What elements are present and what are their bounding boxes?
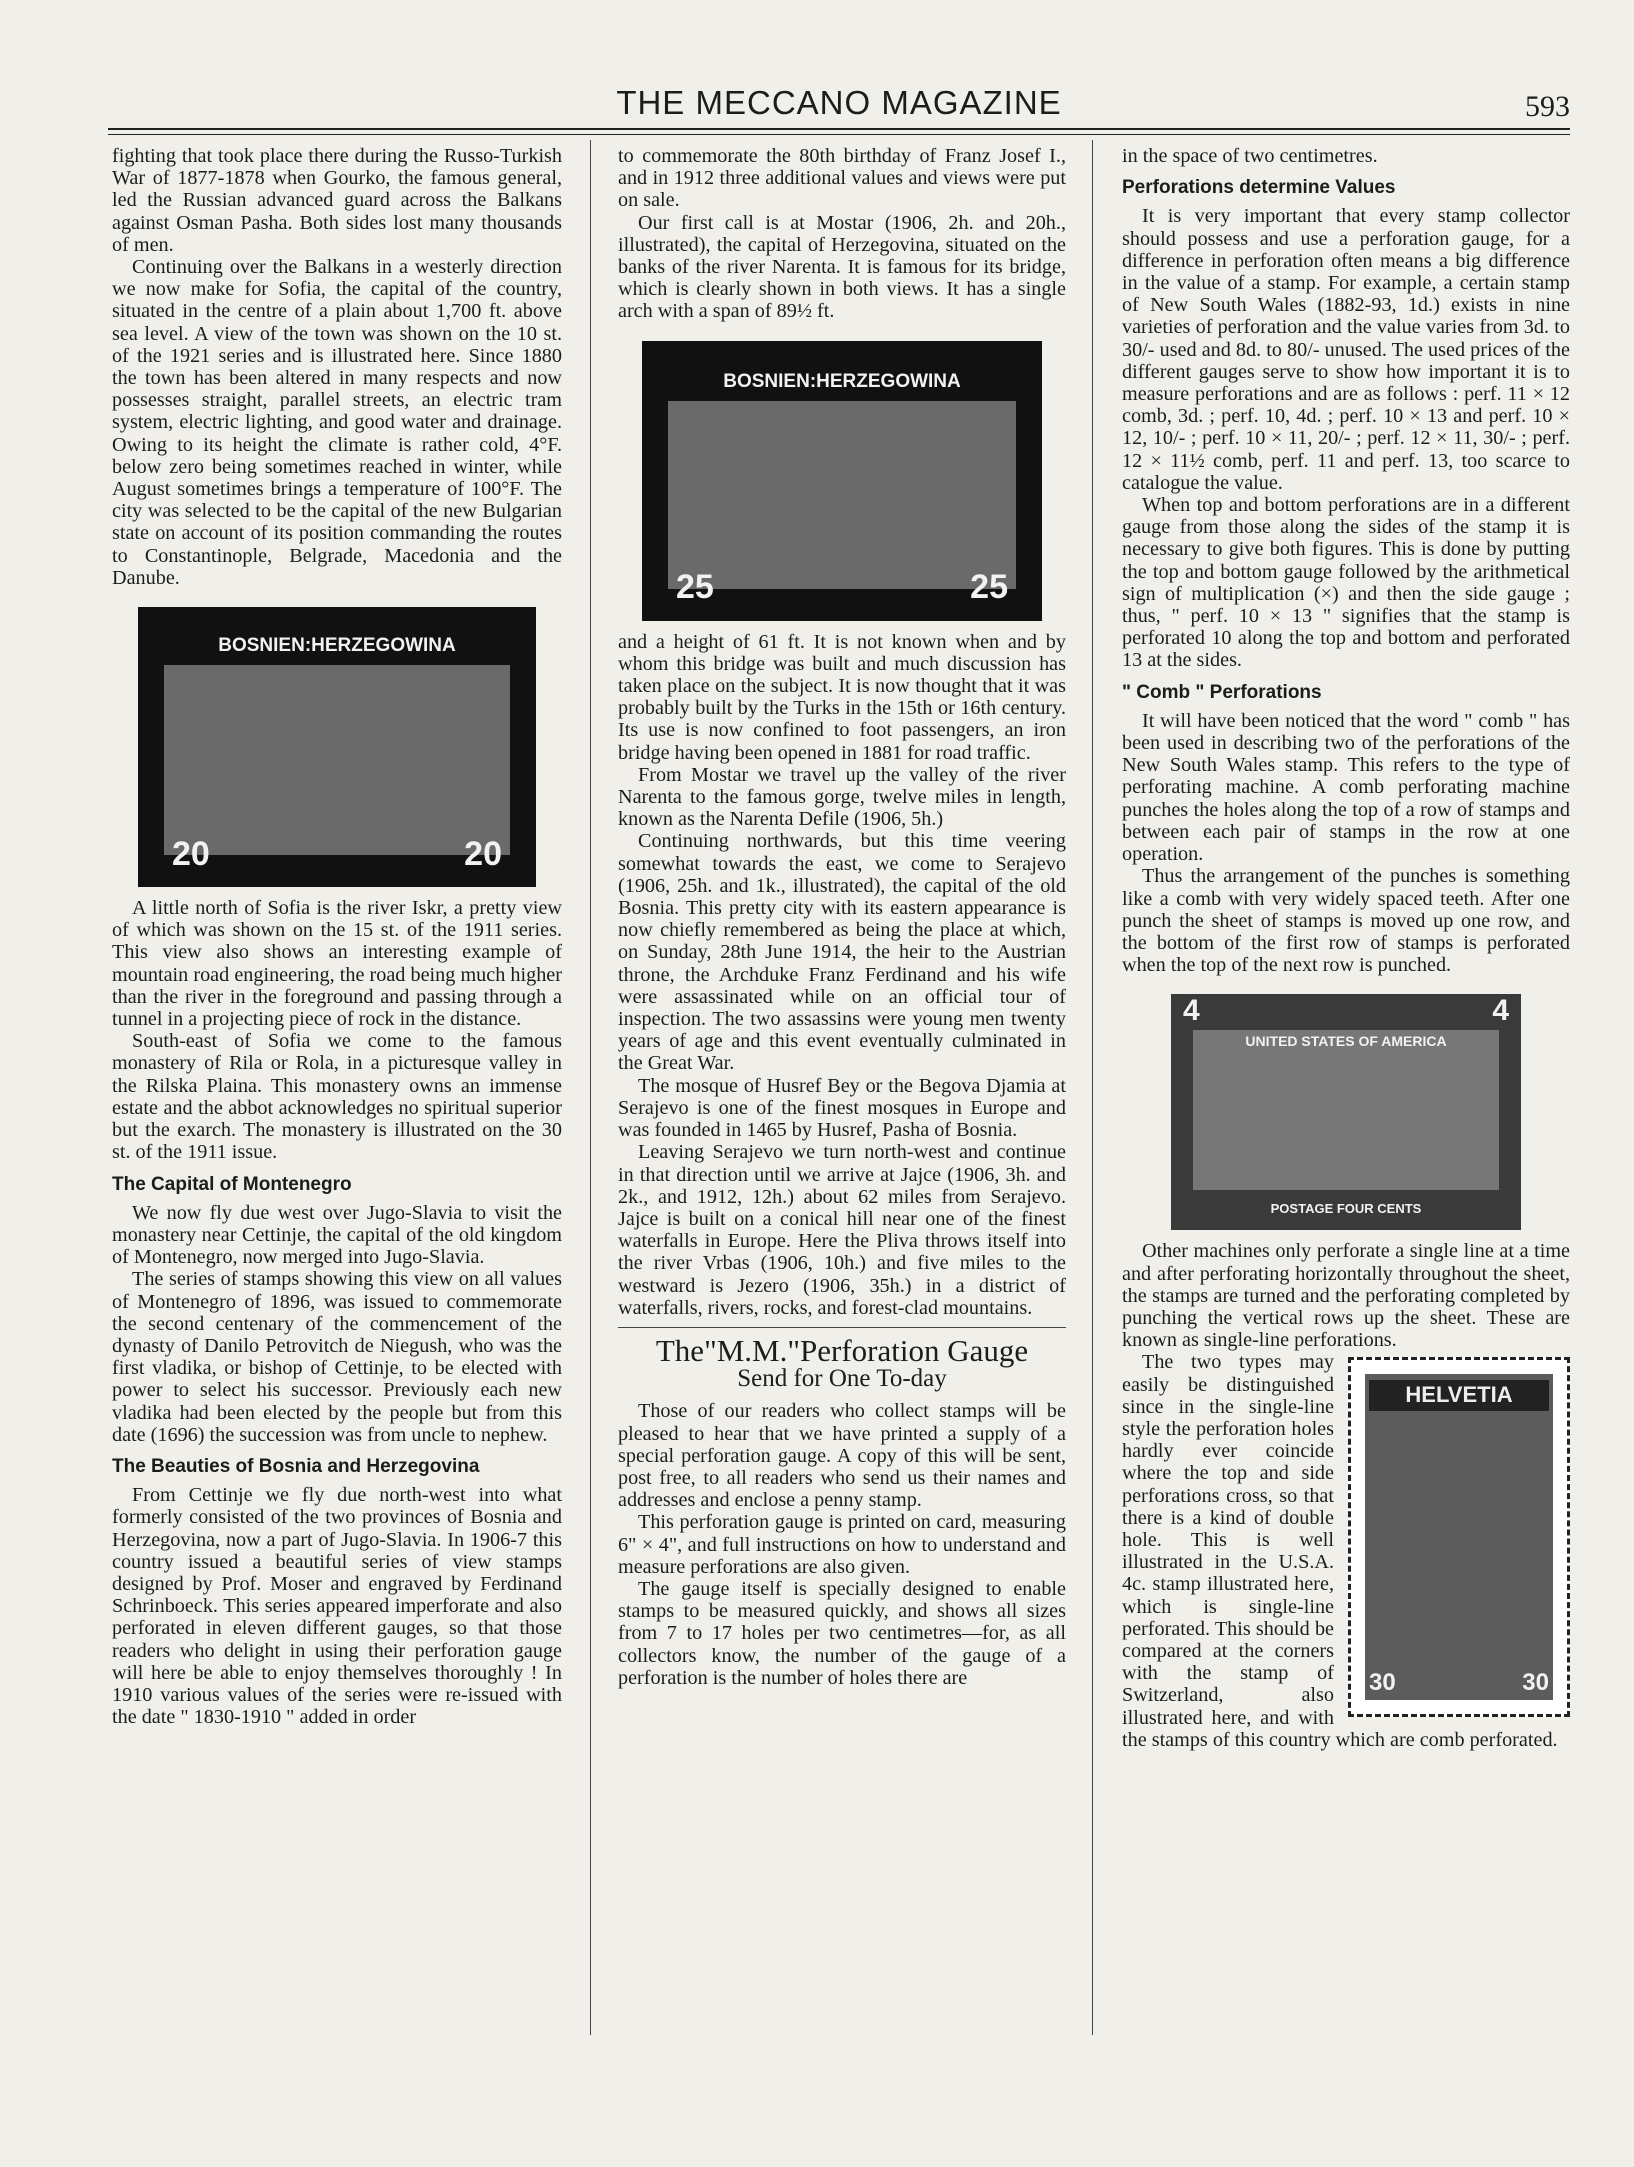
magazine-title: THE MECCANO MAGAZINE	[616, 84, 1062, 121]
paragraph: Those of our readers who collect stamps will be pleased to hear that we have printed a supply of a special perforation gauge. A copy of this will be sent, post free, to all readers who send us their names and addresses and enclose a penny stamp.	[618, 1400, 1066, 1512]
paragraph: in the space of two centimetres.	[1122, 145, 1378, 167]
stamp-banner: HELVETIA	[1369, 1380, 1549, 1410]
section-heading: The Capital of Montenegro	[112, 1173, 352, 1195]
header-rule-thin	[108, 134, 1570, 135]
paragraph: fighting that took place there during the Russo-Turkish War of 1877-1878 when Gourko, the famous general, led the Russian advanced guard across the Balkans against Osman Pasha. Both sides lost many thousands of men.	[112, 145, 562, 256]
stamp-value-left: 20	[172, 834, 210, 873]
stamp-footer: POSTAGE FOUR CENTS	[1270, 1201, 1422, 1217]
bosnia-25h-stamp-image	[642, 341, 1042, 621]
column-divider-2	[1092, 140, 1093, 2035]
paragraph: Our first call is at Mostar (1906, 2h. and 20h., illustrated), the capital of Herzegovina, situated on the banks of the river Narenta. It is famous for its bridge, which is clearly shown in both views. It has a single arch with a span of 89½ ft.	[618, 211, 1066, 323]
paragraph: It will have been noticed that the word " comb " has been used in describing two of the perforations of the New South Wales stamp. This refers to the type of perforating machine. A comb perforating machine punches the holes along the top of a row of stamps and between each pair of stamps in the row at one operation.	[1122, 709, 1570, 866]
paragraph: Leaving Serajevo we turn north-west and continue in that direction until we arrive at Jajce (1906, 3h. and 2k., and 1912, 12h.) about 62 miles from Serajevo. Jajce is built on a conical hill near one of the finest waterfalls in Europe. Here the Pliva throws itself into the river Vrbas (1906, 10h.) and five miles to the westward is Jezero (1906, 35h.) in a district of waterfalls, rivers, rocks, and forest-clad mountains.	[618, 1141, 1066, 1319]
paragraph: The two types may easily be distinguished since in the single-line style the perforation holes hardly ever coincide where the top and side perforations cross, so that there is a kind of double hole. This is well illustrated in the U.S.A. 4c. stamp illustrated here, which is single-line perforated. This should be compared at the corners with the stamp of Switzerland, also illustrated here, and with the stamps of this country which are comb perforated.	[1122, 1351, 1558, 1751]
page-header	[108, 84, 1570, 134]
paragraph: The mosque of Husref Bey or the Begova Djamia at Serajevo is one of the finest mosques in Europe and was founded in 1465 by Husref, Pasha of Bosnia.	[618, 1074, 1066, 1142]
paragraph: It is very important that every stamp collector should possess and use a perforation gauge, for a difference in perforation often means a big difference in the value of a stamp. For example, a certain stamp of New South Wales (1882-93, 1d.) exists in nine varieties of perforation and the value varies from 3d. to 30/- used and 8d. to 80/- unused. The used prices of the different gauges serve to show how important it is to measure perforations and are as follows : perf. 11 × 12 comb, 3d. ; perf. 10, 4d. ; perf. 10 × 13 and perf. 10 × 12, 10/- ; perf. 10 × 11, 20/- ; perf. 12 × 11, 30/- ; perf. 12 × 11½ comb, perf. 11 and perf. 13, too scarce to catalogue the value.	[1122, 205, 1570, 494]
stamp-value-right: 4	[1492, 994, 1509, 1028]
stamp-value-left: 4	[1183, 994, 1200, 1028]
paragraph: South-east of Sofia we come to the famous monastery of Rila or Rola, in a picturesque valley in the Rilska Plaina. This monastery owns an immense estate and the abbot acknowledges no spiritual superior but the exarch. The monastery is illustrated on the 30 st. of the 1911 issue.	[112, 1030, 562, 1164]
stamp-value-right: 30	[1522, 1669, 1549, 1697]
column-divider-1	[590, 140, 591, 2035]
section-heading: Perforations determine Values	[1122, 177, 1396, 199]
paragraph: When top and bottom perforations are in a different gauge from those along the sides of the stamp it is necessary to give both figures. This is done by putting the top and bottom gauge followed by the arithmetical sign of multiplication (×) and then the side gauge ; thus, " perf. 10 × 13 " signifies that the stamp is perforated 10 along the top and bottom and perforated 13 at the sides.	[1122, 494, 1570, 672]
paragraph: The gauge itself is specially designed to enable stamps to be measured quickly, and shows all sizes from 7 to 17 holes per two centimetres—for, as all collectors know, the number of the gauge of a perforation is the number of holes there are	[618, 1577, 1066, 1689]
stamp-banner: BOSNIEN:HERZEGOWINA	[723, 370, 961, 392]
paragraph: to commemorate the 80th birthday of Franz Josef I., and in 1912 three additional values and views were put on sale.	[618, 145, 1066, 212]
switzerland-30c-stamp-image	[1348, 1357, 1570, 1717]
paragraph: From Cettinje we fly due north-west into what formerly consisted of the two provinces of Bosnia and Herzegovina, now a part of Jugo-Slavia. In 1906-7 this country issued a beautiful series of view stamps designed by Prof. Moser and engraved by Ferdinand Schrinboeck. This series appeared imperforate and also perforated in eleven different gauges, so that those readers who delight in using their perforation gauge will here be able to enjoy themselves thoroughly ! In 1910 various values of the series were re-issued with the date " 1830-1910 " added in order	[112, 1484, 562, 1729]
paragraph: A little north of Sofia is the river Iskr, a pretty view of which was shown on the 15 st. of the 1911 series. This view also shows an interesting example of mountain road engineering, the road being much higher than the river in the foreground and passing through a tunnel in a projecting piece of rock in the distance.	[112, 897, 562, 1031]
paragraph: Thus the arrangement of the punches is something like a comb with very widely spaced teeth. After one punch the sheet of stamps is moved up one row, and the bottom of the first row of stamps is perforated when the top of the next row is punched.	[1122, 865, 1570, 977]
section-heading: " Comb " Perforations	[1122, 681, 1322, 703]
paragraph: Continuing over the Balkans in a westerly direction we now make for Sofia, the capital of the country, situated in the centre of a plain about 1,700 ft. above sea level. A view of the town was shown on the 10 st. of the 1921 series and is illustrated here. Since 1880 the town has been altered in many respects and now possesses straight, parallel streets, an electric tram system, electric lighting, and good water and drainage. Owing to its height the climate is rather cold, 4°F. below zero being sometimes reached in winter, while August sometimes brings a temperature of 100°F. The city was selected to be the capital of the new Bulgarian state on account of its position commanding the routes to Constantinople, Belgrade, Macedonia and the Danube.	[112, 256, 562, 589]
column-3	[1122, 145, 1570, 1751]
paragraph: Continuing northwards, but this time veering somewhat towards the east, we come to Serajevo (1906, 25h. and 1k., illustrated), the capital of the old Bosnia. This pretty city with its eastern appearance is now chiefly remembered as being the place at which, on Sunday, 28th June 1914, the heir to the Austrian throne, the Archduke Franz Ferdinand and his wife were assassinated while on an official tour of inspection. The two assassins were young men twenty years of age and this event eventually culminated in the Great War.	[618, 830, 1066, 1075]
column-1	[112, 145, 562, 1728]
header-rule	[108, 128, 1570, 130]
section-divider	[618, 1327, 1066, 1328]
bosnia-20h-stamp-image	[138, 607, 536, 887]
gauge-offer-subtitle: Send for One To-day	[737, 1365, 947, 1393]
gauge-offer-title: The"M.M."Perforation Gauge	[655, 1332, 1029, 1368]
paragraph: From Mostar we travel up the valley of the river Narenta to the famous gorge, twelve miles in length, known as the Narenta Defile (1906, 5h.)	[618, 763, 1066, 831]
paragraph: The series of stamps showing this view on all values of Montenegro of 1896, was issued to commemorate the second centenary of the commencement of the dynasty of Danilo Petrovitch de Niegush, who was the first vladika, or bishop of Cettinje, to be elected with power to select his successor. Previously each new vladika had been elected by the people but from this date (1696) the succession was from uncle to nephew.	[112, 1268, 562, 1446]
stamp-banner: BOSNIEN:HERZEGOWINA	[218, 635, 456, 657]
usa-4c-stamp-image	[1171, 994, 1521, 1230]
column-2	[618, 145, 1066, 1689]
stamp-value-right: 20	[464, 834, 502, 873]
paragraph: This perforation gauge is printed on card, measuring 6" × 4", and full instructions on how to understand and measure perforations are also given.	[618, 1511, 1066, 1578]
paragraph: We now fly due west over Jugo-Slavia to visit the monastery near Cettinje, the capital of the old kingdom of Montenegro, now merged into Jugo-Slavia.	[112, 1201, 562, 1269]
paragraph: and a height of 61 ft. It is not known when and by whom this bridge was built and much discussion has taken place on the subject. It is now thought that it was probably built by the Turks in the 15th or 16th century. Its use is now confined to foot passengers, an iron bridge having been opened in 1881 for road traffic.	[618, 630, 1066, 764]
stamp-banner: UNITED STATES OF AMERICA	[1245, 1033, 1447, 1050]
paragraph: Other machines only perforate a single line at a time and after perforating horizontally throughout the sheet, the stamps are turned and the perforating completed by punching the vertical rows up the sheet. These are known as single-line perforations.	[1122, 1240, 1570, 1352]
stamp-value-left: 30	[1369, 1669, 1396, 1697]
stamp-value-right: 25	[970, 568, 1008, 607]
stamp-value-left: 25	[676, 568, 714, 607]
page-number: 593	[1525, 90, 1570, 123]
section-heading: The Beauties of Bosnia and Herzegovina	[112, 1455, 480, 1477]
